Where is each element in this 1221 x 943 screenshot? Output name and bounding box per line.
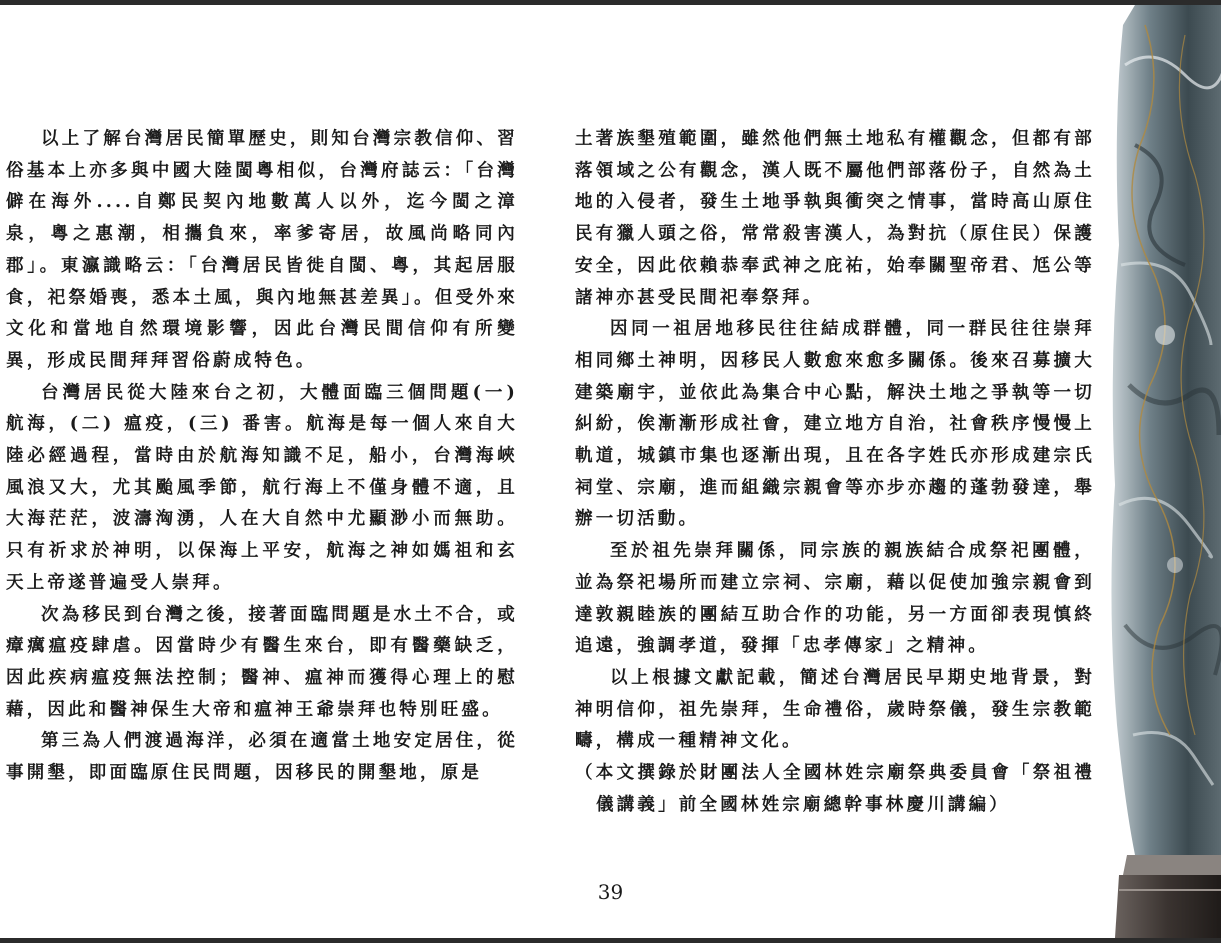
dragon-pillar-image <box>1105 5 1221 938</box>
paragraph: 因同一祖居地移民往往結成群體，同一群民往往崇拜相同鄉土神明，因移民人數愈來愈多關係。後來召募擴大建築廟宇，並依此為集合中心點，解決土地之爭執等一切糾紛，俟漸漸形成社會，建立地方自治，社會秩序慢慢上軌道，城鎮市集也逐漸出現，且在各字姓氏亦形成建宗氏祠堂、宗廟，進而組織宗親會等亦步亦趨的蓬勃發達，舉辦一切活動。 <box>575 319 1095 530</box>
right-text-column <box>575 124 1095 821</box>
top-border <box>0 0 1221 5</box>
paragraph-continued: 土著族墾殖範圍，雖然他們無土地私有權觀念，但都有部落領域之公有觀念，漢人既不屬他們部落份子，自然為土地的入侵者，發生土地爭執與衝突之情事，當時高山原住民有獵人頭之俗，常常殺害漢人，為對抗（原住民）保護安全，因此依賴恭奉武神之庇祐，始奉關聖帝君、尪公等諸神亦甚受民間祀奉祭拜。 <box>575 129 1095 308</box>
paragraph: 以上了解台灣居民簡單歷史，則知台灣宗教信仰、習俗基本上亦多與中國大陸閩粵相似，台灣府誌云：「台灣僻在海外....自鄭民契內地數萬人以外，迄今閩之漳泉，粵之惠潮，相攜負來，率爹寄居，故風尚略同內郡」。東瀛識略云：「台灣居民皆徙自閩、粵，其起居服食，祀祭婚喪，悉本土風，與內地無甚差異」。但受外來文化和當地自然環境影響，因此台灣民間信仰有所變異，形成民間拜拜習俗蔚成特色。 <box>6 129 518 371</box>
paragraph: 至於祖先崇拜關係，同宗族的親族結合成祭祀團體，並為祭祀場所而建立宗祠、宗廟，藉以促使加強宗親會到達敦親睦族的團結互助合作的功能，另一方面卻表現慎終追遠，強調孝道，發揮「忠孝傳家」之精神。 <box>575 541 1095 657</box>
page-number: 39 <box>597 880 624 904</box>
paragraph: 台灣居民從大陸來台之初，大體面臨三個問題(一)航海，(二) 瘟疫，(三) 番害。航海是每一個人來自大陸必經過程，當時由於航海知識不足，船小，台灣海峽風浪又大，尤其颱風季節，航行海上不僅身體不適，且大海茫茫，波濤洶湧，人在大自然中尤顯渺小而無助。只有祈求於神明，以保海上平安，航海之神如媽祖和玄天上帝遂普遍受人崇拜。 <box>6 382 518 593</box>
bottom-border <box>0 938 1221 943</box>
paragraph: 次為移民到台灣之後，接著面臨問題是水土不合，或瘴癘瘟疫肆虐。因當時少有醫生來台，即有醫藥缺乏，因此疾病瘟疫無法控制；醫神、瘟神而獲得心理上的慰藉，因此和醫神保生大帝和瘟神王爺崇拜也特別旺盛。 <box>6 604 518 720</box>
paragraph: 第三為人們渡過海洋，必須在適當土地安定居住，從事開墾，即面臨原住民問題，因移民的開墾地，原是 <box>6 731 518 784</box>
left-text-column <box>6 124 518 790</box>
paragraph: 以上根據文獻記載，簡述台灣居民早期史地背景，對神明信仰，祖先崇拜，生命禮俗，歲時祭儀，發生宗教範疇，構成一種精神文化。 <box>575 667 1095 752</box>
source-credit: （本文撰錄於財團法人全國林姓宗廟祭典委員會「祭祖禮儀講義」前全國林姓宗廟總幹事林慶川講編） <box>575 763 1095 815</box>
